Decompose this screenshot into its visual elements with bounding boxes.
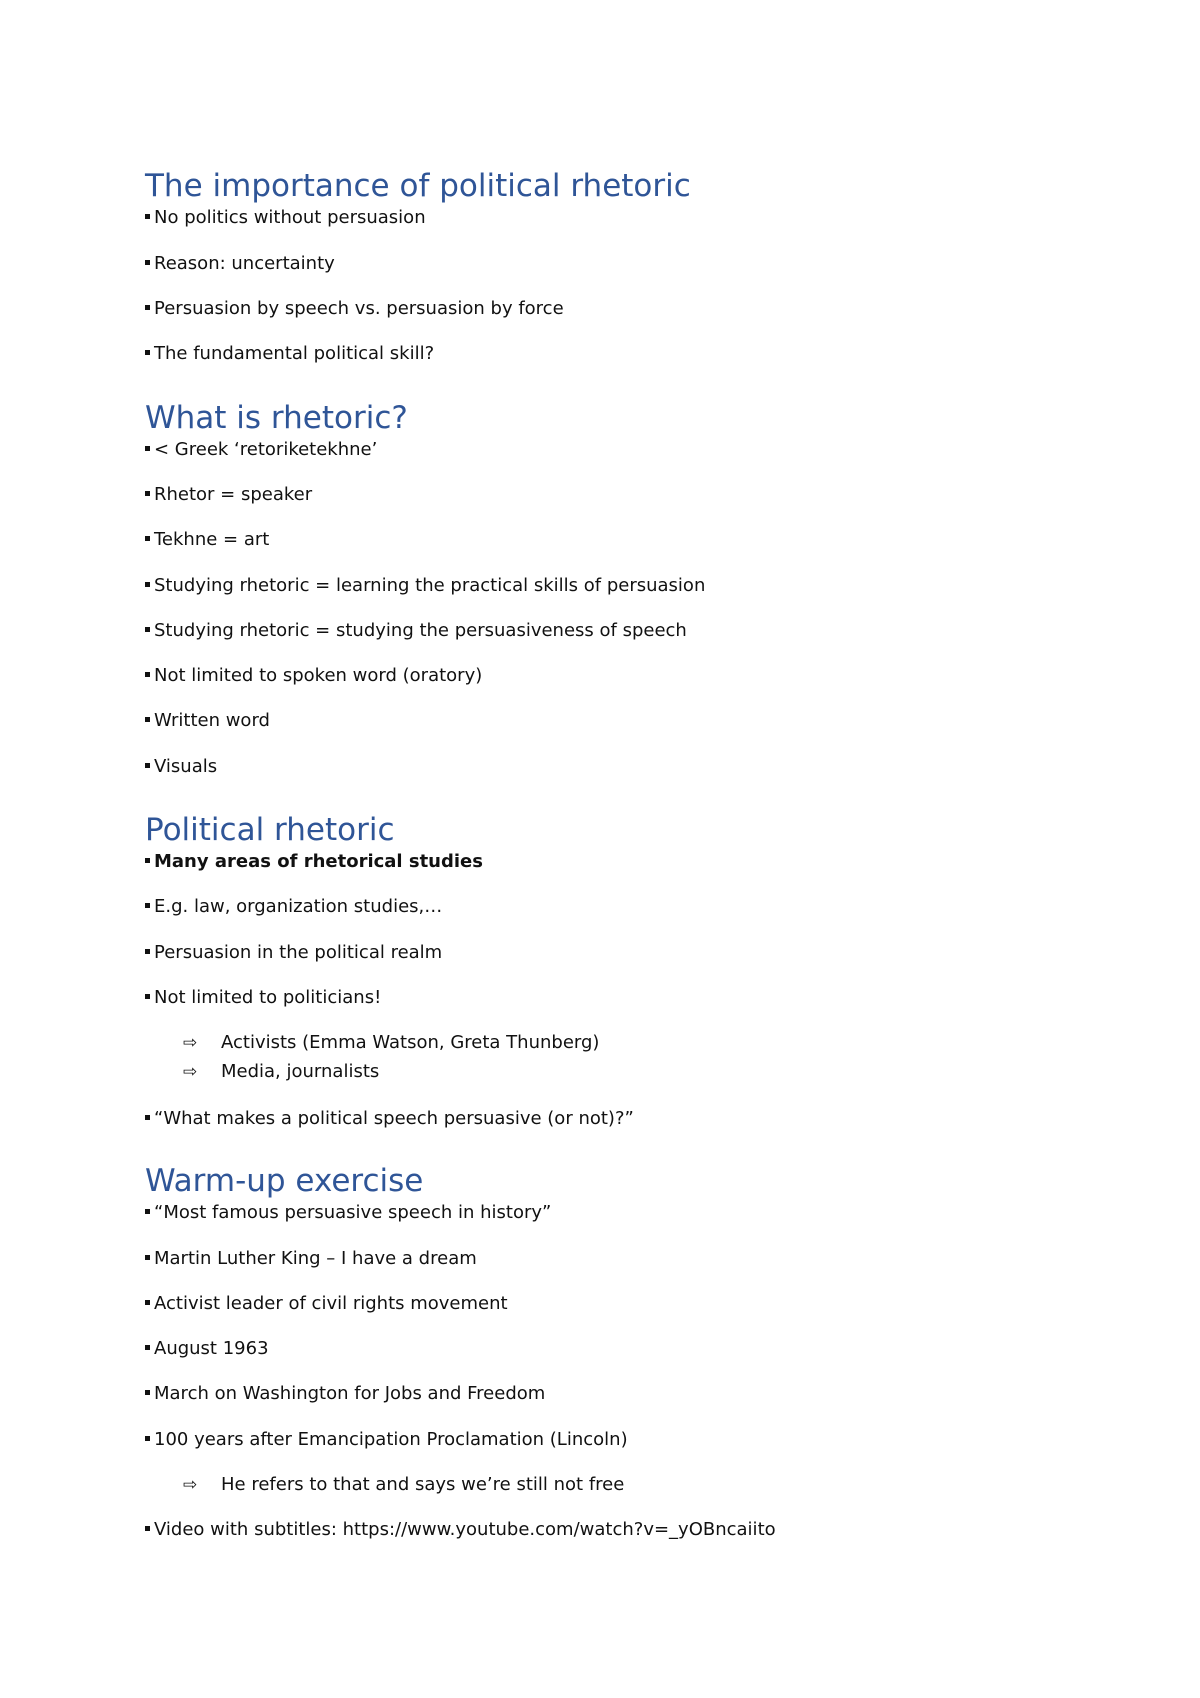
heading-what-is-rhetoric: What is rhetoric?	[145, 400, 408, 436]
arrow-right-icon: ⇨	[183, 1033, 198, 1053]
bullet-icon	[145, 627, 150, 632]
list-item: Tekhne = art	[145, 528, 1145, 574]
bullet-icon	[145, 1115, 150, 1120]
list-item: August 1963	[145, 1337, 1145, 1382]
bullet-icon	[145, 1255, 150, 1260]
list-item: E.g. law, organization studies,…	[145, 895, 1145, 941]
arrow-right-icon: ⇨	[183, 1062, 198, 1082]
bullet-list	[145, 1201, 1145, 1564]
list-item: “What makes a political speech persuasive (or not)?”	[145, 1107, 1145, 1153]
list-item: Visuals	[145, 755, 1145, 801]
bullet-icon	[145, 717, 150, 722]
list-item: Persuasion by speech vs. persuasion by force	[145, 297, 1145, 342]
bullet-icon	[145, 1390, 150, 1395]
list-item: Persuasion in the political realm	[145, 941, 1145, 986]
bullet-icon	[145, 1345, 150, 1350]
bullet-icon	[145, 858, 150, 863]
bullet-icon	[145, 446, 150, 451]
bullet-icon	[145, 214, 150, 219]
section-what-is-rhetoric	[145, 398, 1145, 801]
list-item: “Most famous persuasive speech in history”	[145, 1201, 1145, 1247]
list-item: Studying rhetoric = studying the persuasiveness of speech	[145, 619, 1145, 664]
bullet-list	[145, 438, 1145, 801]
bullet-icon	[145, 582, 150, 587]
list-item: March on Washington for Jobs and Freedom	[145, 1382, 1145, 1428]
bullet-icon	[145, 1436, 150, 1441]
sub-list-item: ⇨ Media, journalists	[183, 1061, 380, 1082]
list-item: Reason: uncertainty	[145, 252, 1145, 297]
list-item: < Greek ‘retoriketekhne’	[145, 438, 1145, 483]
list-item: No politics without persuasion	[145, 206, 1145, 252]
list-item: Not limited to spoken word (oratory)	[145, 664, 1145, 709]
bullet-icon	[145, 903, 150, 908]
bullet-icon	[145, 491, 150, 496]
bullet-icon	[145, 305, 150, 310]
bullet-icon	[145, 763, 150, 768]
bullet-icon	[145, 260, 150, 265]
heading-importance: The importance of political rhetoric	[145, 168, 691, 204]
list-item: Martin Luther King – I have a dream	[145, 1247, 1145, 1292]
bullet-icon	[145, 536, 150, 541]
bullet-icon	[145, 1209, 150, 1214]
bullet-icon	[145, 994, 150, 999]
heading-political-rhetoric: Political rhetoric	[145, 812, 395, 848]
heading-warm-up: Warm-up exercise	[145, 1163, 424, 1199]
sub-list-item: ⇨ He refers to that and says we’re still not free	[183, 1474, 625, 1495]
list-item: Video with subtitles: https://www.youtube.com/watch?v=_yOBncaiito	[145, 1518, 1145, 1564]
section-political-rhetoric	[145, 810, 1145, 1153]
list-item: The fundamental political skill?	[145, 342, 1145, 388]
list-item: Activist leader of civil rights movement	[145, 1292, 1145, 1337]
bullet-icon	[145, 672, 150, 677]
list-item: 100 years after Emancipation Proclamation (Lincoln)	[145, 1428, 1145, 1473]
section-importance	[145, 166, 1145, 388]
list-item: Rhetor = speaker	[145, 483, 1145, 528]
section-warm-up	[145, 1161, 1145, 1564]
list-item: Many areas of rhetorical studies	[145, 850, 1145, 895]
bullet-icon	[145, 1300, 150, 1305]
bullet-icon	[145, 949, 150, 954]
bullet-list	[145, 850, 1145, 1153]
bullet-icon	[145, 350, 150, 355]
bullet-icon	[145, 1526, 150, 1531]
list-item: Not limited to politicians!	[145, 986, 1145, 1031]
arrow-right-icon: ⇨	[183, 1475, 198, 1495]
list-item: Studying rhetoric = learning the practical skills of persuasion	[145, 574, 1145, 619]
sub-list-item: ⇨ Activists (Emma Watson, Greta Thunberg)	[183, 1032, 600, 1053]
bullet-list	[145, 206, 1145, 388]
list-item: Written word	[145, 709, 1145, 755]
